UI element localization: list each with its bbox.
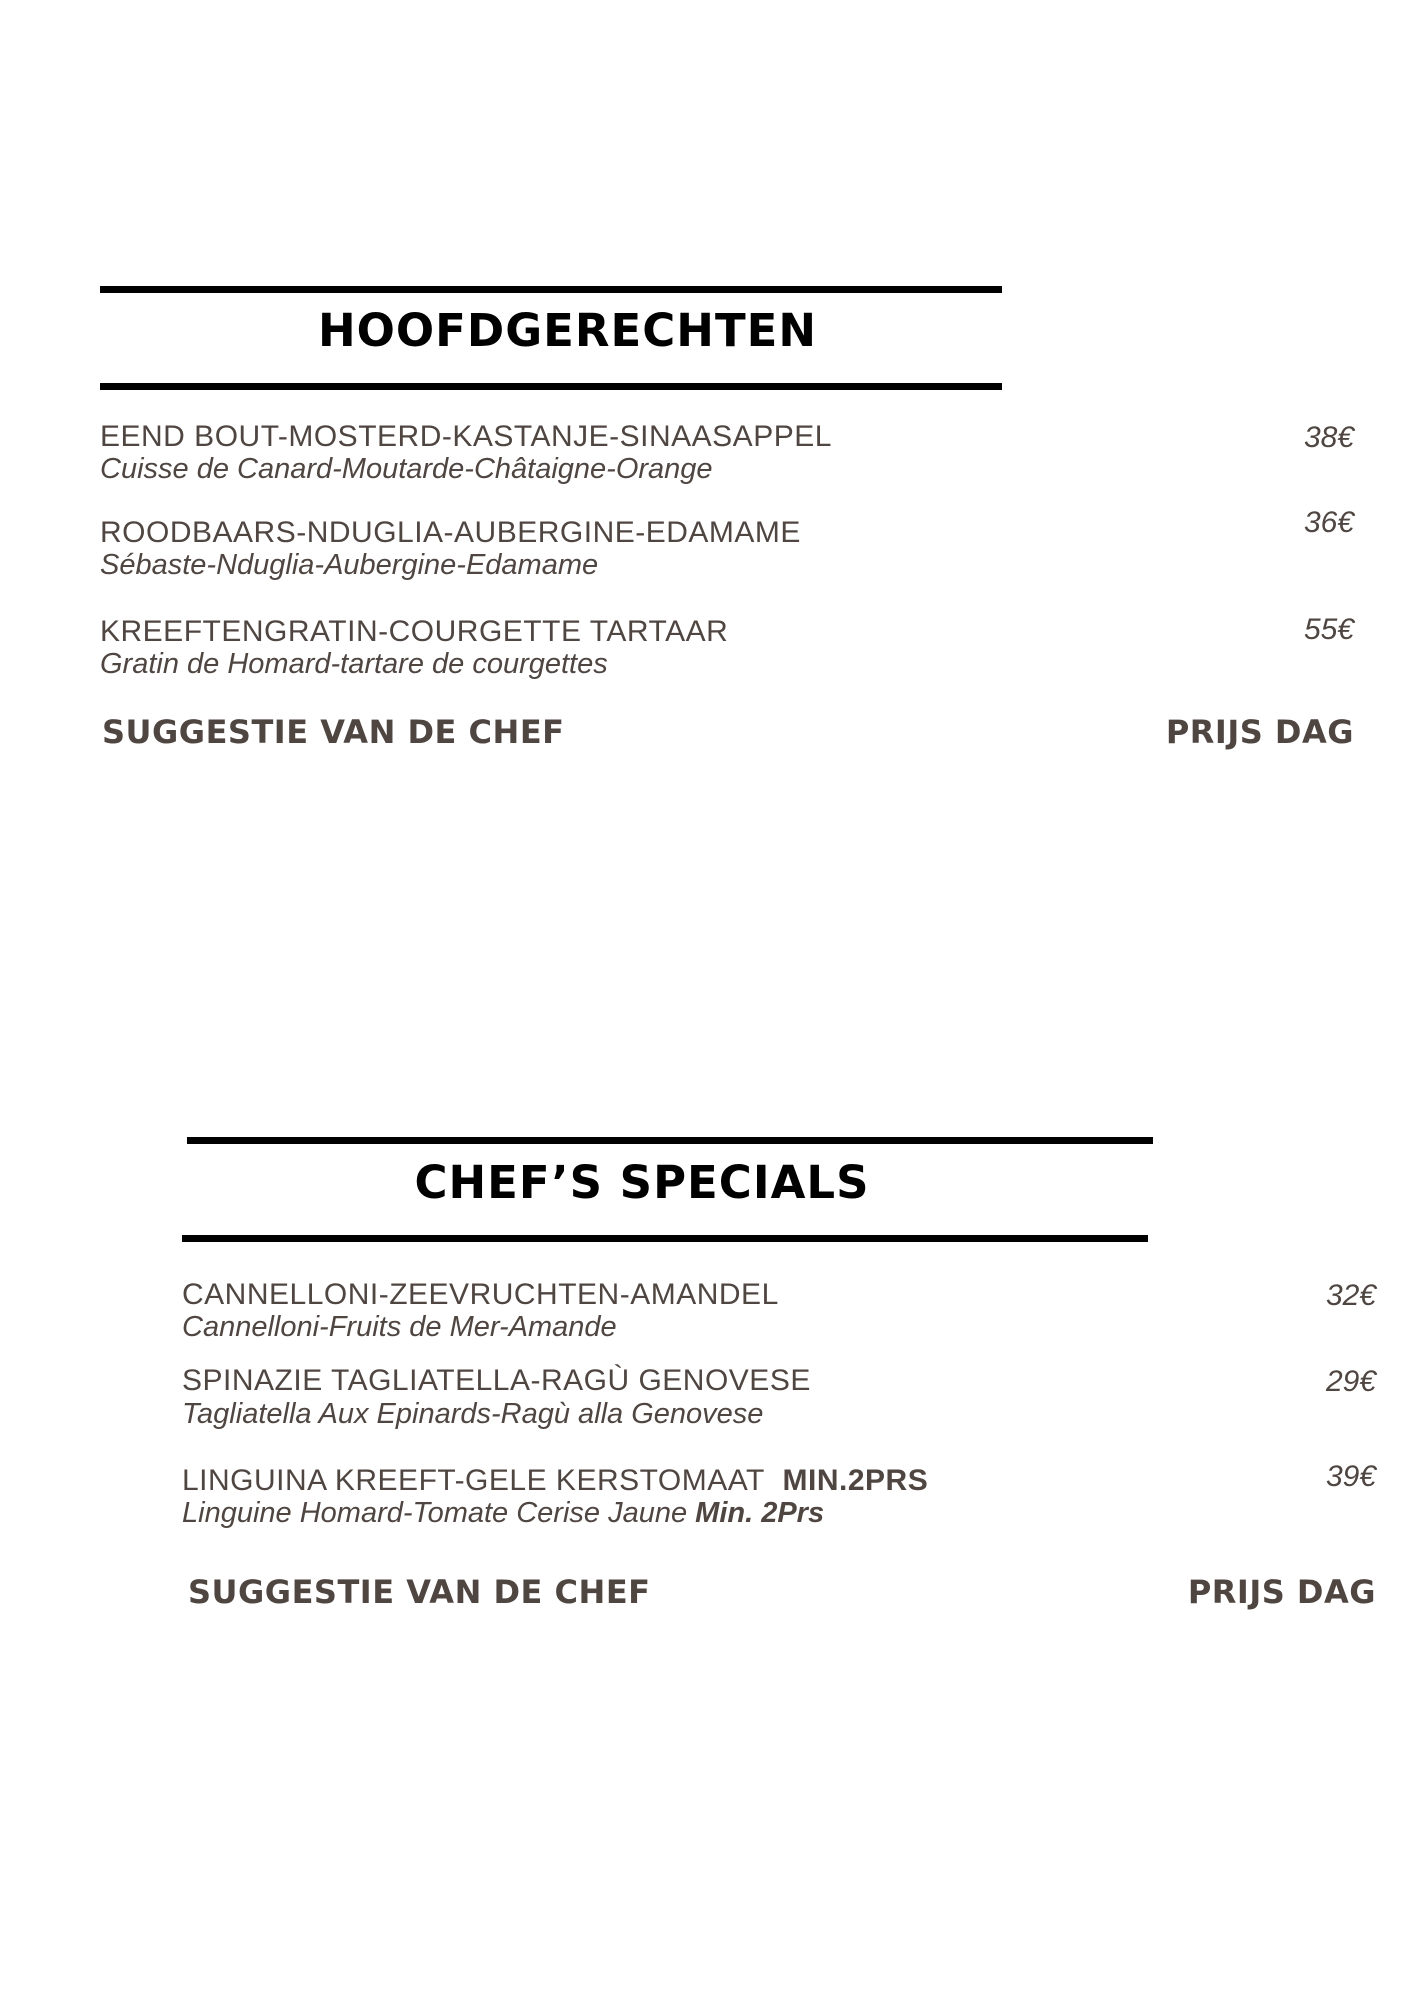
minimum-persons-note: MIN.2PRS — [782, 1464, 929, 1497]
menu-item-description-text: Linguine Homard-Tomate Cerise Jaune — [182, 1497, 688, 1529]
section-title: HOOFDGERECHTEN — [317, 304, 818, 357]
menu-item-name: CANNELLONI-ZEEVRUCHTEN-AMANDEL — [182, 1278, 779, 1311]
chef-suggestion-price: PRIJS DAG — [1187, 1573, 1376, 1611]
heading-top-rule — [187, 1137, 1153, 1144]
minimum-persons-note: Min. 2Prs — [695, 1497, 825, 1529]
menu-item-price: 38€ — [1303, 421, 1354, 454]
menu-item-name: EEND BOUT-MOSTERD-KASTANJE-SINAASAPPEL — [100, 420, 832, 453]
menu-item-name: SPINAZIE TAGLIATELLA-RAGÙ GENOVESE — [182, 1364, 811, 1397]
menu-item-description — [182, 1499, 824, 1528]
chef-suggestion-label: SUGGESTIE VAN DE CHEF — [102, 713, 565, 751]
menu-item-price: 39€ — [1325, 1460, 1376, 1493]
menu-item-name-text: LINGUINA KREEFT-GELE KERSTOMAAT — [182, 1464, 765, 1497]
menu-item-description: Sébaste-Nduglia-Aubergine-Edamame — [100, 549, 599, 581]
menu-item-description: Gratin de Homard-tartare de courgettes — [100, 648, 608, 680]
chef-suggestion-price: PRIJS DAG — [1165, 713, 1354, 751]
heading-top-rule — [100, 286, 1002, 293]
menu-item-price: 36€ — [1303, 506, 1354, 539]
chef-suggestion-label: SUGGESTIE VAN DE CHEF — [188, 1573, 651, 1611]
section-title: CHEF’S SPECIALS — [414, 1156, 870, 1209]
menu-item-price: 32€ — [1325, 1279, 1376, 1312]
menu-item-name — [182, 1466, 928, 1496]
menu-item-name: KREEFTENGRATIN-COURGETTE TARTAAR — [100, 615, 729, 648]
menu-item-name: ROODBAARS-NDUGLIA-AUBERGINE-EDAMAME — [100, 516, 801, 549]
menu-item-description: Cannelloni-Fruits de Mer-Amande — [182, 1311, 617, 1343]
menu-item-price: 55€ — [1303, 613, 1354, 646]
menu-item-price: 29€ — [1325, 1365, 1376, 1398]
menu-item-description: Tagliatella Aux Epinards-Ragù alla Genovese — [182, 1398, 764, 1430]
heading-bottom-rule — [100, 383, 1002, 390]
menu-item-description: Cuisse de Canard-Moutarde-Châtaigne-Orange — [100, 453, 713, 485]
heading-bottom-rule — [182, 1235, 1148, 1242]
